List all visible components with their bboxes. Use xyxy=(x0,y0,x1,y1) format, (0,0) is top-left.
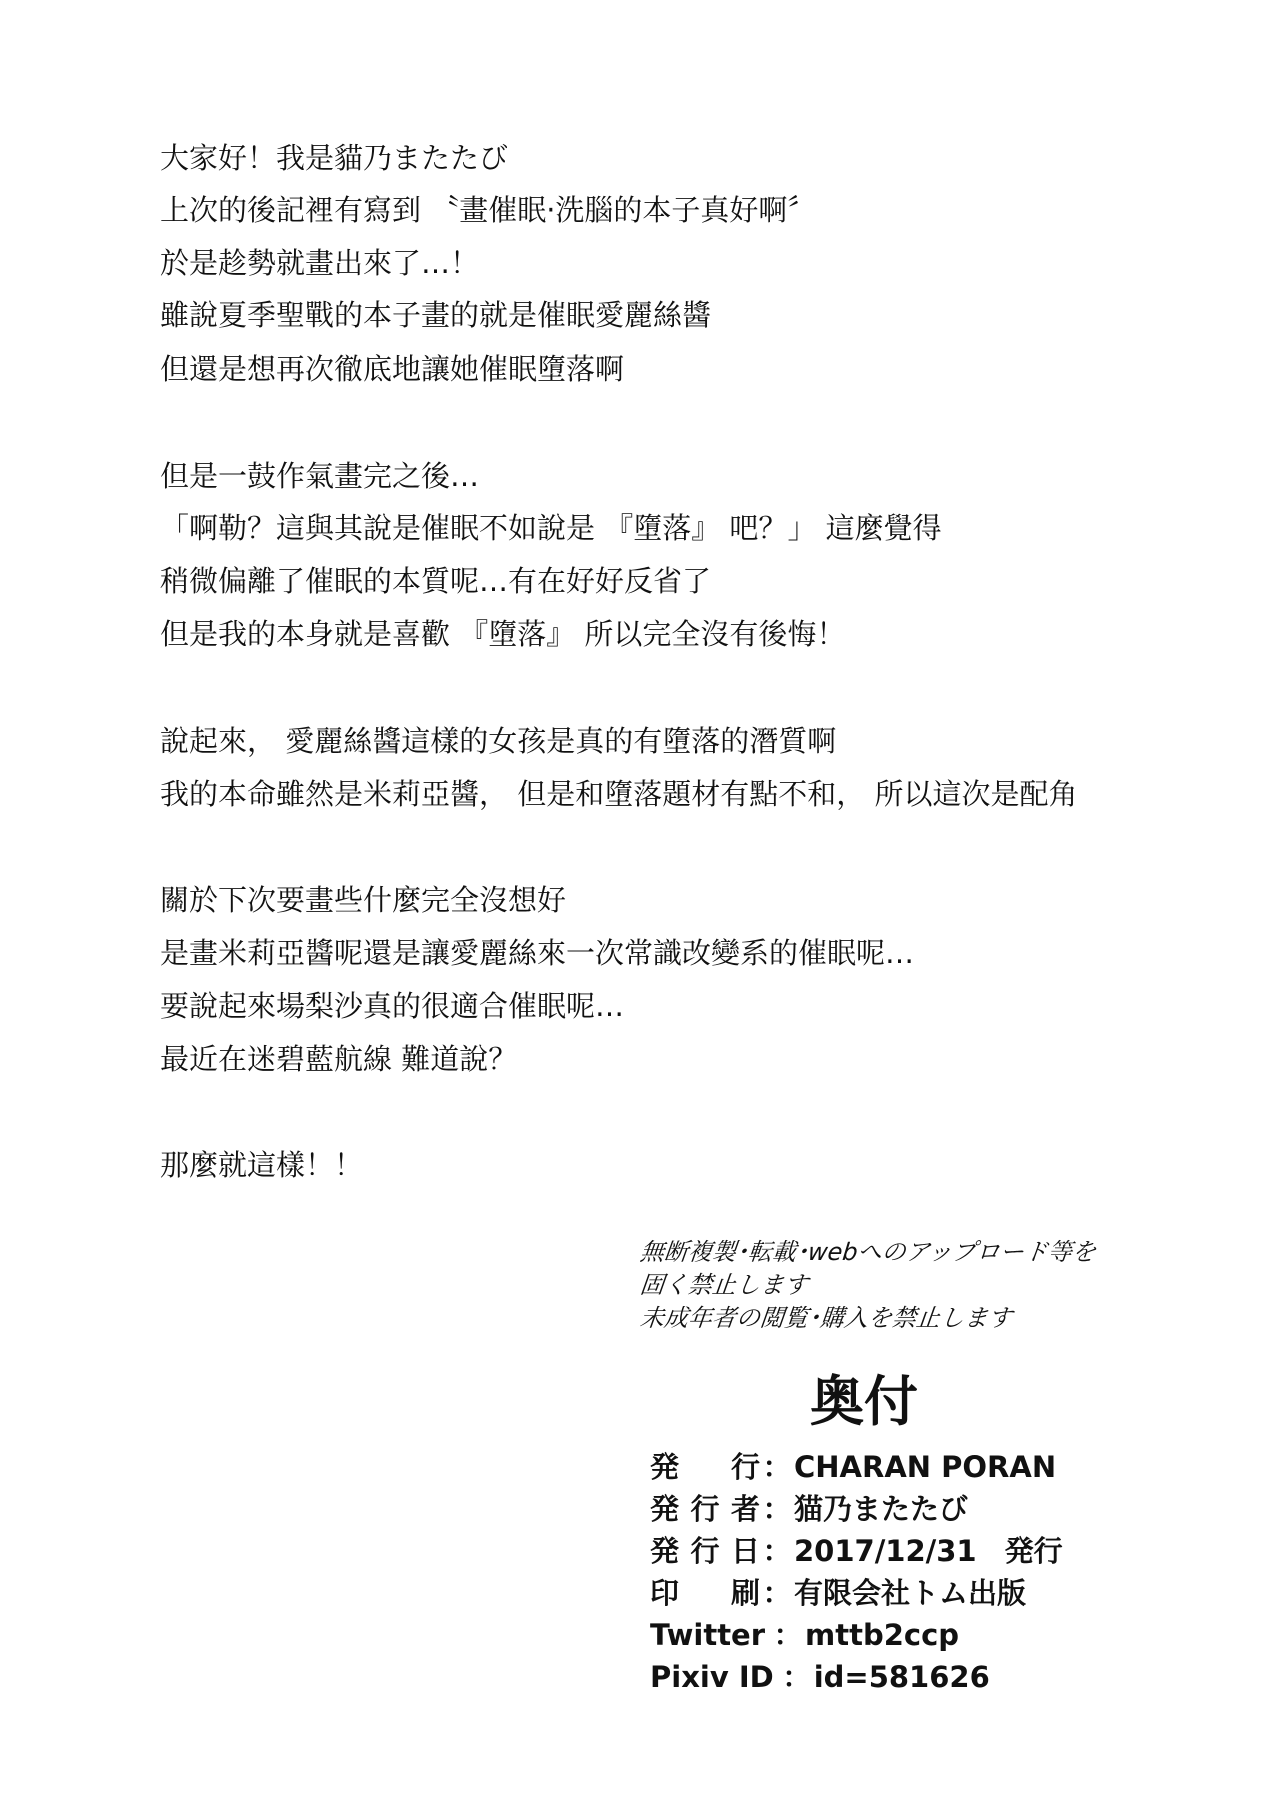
colophon-row-issuer xyxy=(650,1488,1210,1530)
pixiv-value: id=581626 xyxy=(813,1660,990,1694)
afterword-line: 是畫米莉亞醬呢還是讓愛麗絲來一次常識改變系的催眠呢… xyxy=(160,936,915,970)
date-label: 発行日 xyxy=(650,1534,760,1568)
twitter-value: mttb2ccp xyxy=(805,1618,960,1652)
afterword-line: 說起來， 愛麗絲醬這樣的女孩是真的有墮落的潛質啊 xyxy=(160,724,837,758)
afterword-line: 但是我的本身就是喜歡 『墮落』 所以完全沒有後悔！ xyxy=(160,617,846,651)
colon: ： xyxy=(762,1450,792,1484)
afterword-line: 要說起來場梨沙真的很適合催眠呢… xyxy=(160,989,625,1023)
colophon xyxy=(650,1446,1210,1698)
date-value: 2017/12/31 xyxy=(794,1534,977,1568)
colon: ： xyxy=(762,1492,792,1526)
notice-line: 無断複製･転載･webへのアップロード等を xyxy=(638,1238,1098,1266)
publisher-label: 発行 xyxy=(650,1450,760,1484)
colon: ： xyxy=(762,1534,792,1568)
issuer-label: 発行者 xyxy=(650,1492,760,1526)
afterword-line: 那麼就這樣！！ xyxy=(160,1148,364,1182)
afterword-line: 稍微偏離了催眠的本質呢…有在好好反省了 xyxy=(160,564,712,598)
copyright-notice xyxy=(640,1236,1160,1335)
afterword-line: 大家好！我是貓乃またたび xyxy=(160,141,509,175)
colophon-row-pixiv xyxy=(650,1656,1210,1698)
colophon-row-date xyxy=(650,1530,1210,1572)
afterword-line: 但還是想再次徹底地讓她催眠墮落啊 xyxy=(160,352,625,386)
afterword-text xyxy=(160,0,1200,1200)
afterword-line: 但是一鼓作氣畫完之後… xyxy=(160,459,480,493)
pixiv-label: Pixiv ID xyxy=(650,1660,774,1694)
colon: ： xyxy=(782,1660,812,1694)
colon: ： xyxy=(773,1618,803,1652)
afterword-line: 「啊勒？這與其說是催眠不如說是 『墮落』 吧？」 這麼覺得 xyxy=(160,511,942,545)
afterword-line: 雖說夏季聖戰的本子畫的就是催眠愛麗絲醬 xyxy=(160,298,712,332)
colon: ： xyxy=(762,1576,792,1610)
colophon-row-printer xyxy=(650,1572,1210,1614)
colophon-row-publisher xyxy=(650,1446,1210,1488)
afterword-line: 我的本命雖然是米莉亞醬， 但是和墮落題材有點不和， 所以這次是配角 xyxy=(160,777,1078,811)
printer-value: 有限会社トム出版 xyxy=(794,1576,1027,1610)
afterword-line: 於是趁勢就畫出來了…！ xyxy=(160,246,480,280)
publisher-value: CHARAN PORAN xyxy=(794,1450,1057,1484)
afterword-line: 上次的後記裡有寫到 〝畫催眠·洗腦的本子真好啊〞 xyxy=(160,193,817,227)
printer-label: 印刷 xyxy=(650,1576,760,1610)
notice-line: 未成年者の閲覧･購入を禁止します xyxy=(638,1304,1014,1332)
issuer-value: 猫乃またたび xyxy=(794,1492,969,1526)
twitter-label: Twitter xyxy=(650,1618,766,1652)
notice-line: 固く禁止します xyxy=(638,1271,810,1299)
colophon-row-twitter xyxy=(650,1614,1210,1656)
afterword-line: 關於下次要畫些什麼完全沒想好 xyxy=(160,883,567,917)
colophon-title: 奥付 xyxy=(810,1370,918,1433)
date-suffix: 発行 xyxy=(1004,1534,1063,1568)
afterword-line: 最近在迷碧藍航線 難道說？ xyxy=(160,1042,518,1076)
